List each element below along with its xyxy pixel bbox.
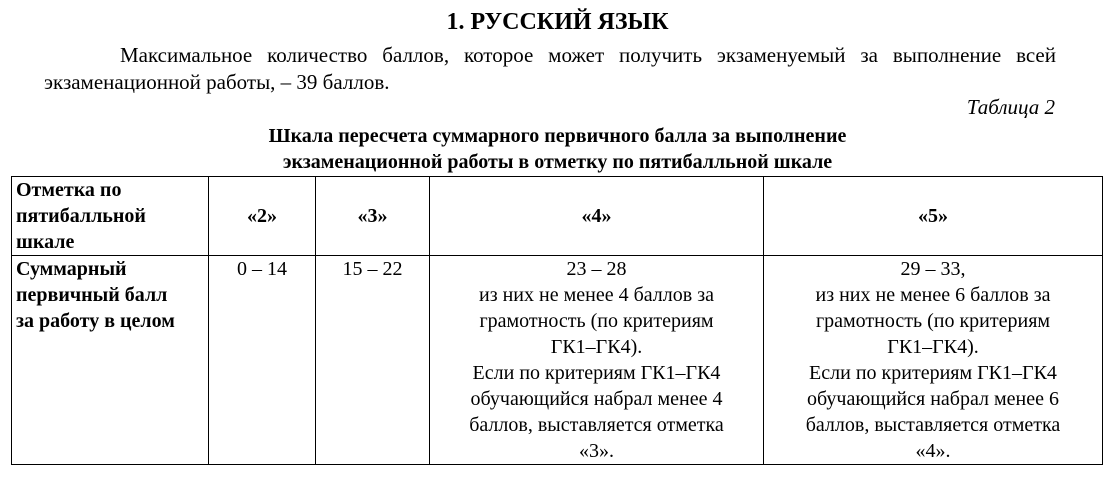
grade-5-line: 29 – 33, — [900, 258, 966, 280]
table-header-row — [12, 177, 1103, 256]
grade-5-score-cell — [764, 256, 1103, 465]
header-label-cell — [12, 177, 209, 256]
grade-4-line: Если по критериям ГК1–ГК4 — [472, 362, 721, 384]
header-label-line: шкале — [16, 231, 75, 253]
grade-5-line: ГК1–ГК4). — [887, 336, 979, 358]
table-caption-line-2: экзаменационной работы в отметку по пятибалльной шкале — [282, 151, 833, 173]
grade-4-line: 23 – 28 — [566, 258, 627, 280]
grade-4-line: обучающийся набрал менее 4 — [470, 388, 723, 410]
grade-5-line: «4». — [915, 440, 951, 462]
header-grade-4: «4» — [430, 177, 764, 256]
grade-5-line: баллов, выставляется отметка — [805, 414, 1061, 436]
row-label-line: первичный балл — [16, 284, 168, 306]
row-label-line: Суммарный — [16, 258, 127, 280]
grade-4-line: грамотность (по критериям — [479, 310, 714, 332]
header-grade-3: «3» — [316, 177, 430, 256]
grade-5-line: грамотность (по критериям — [815, 310, 1051, 332]
grade-4-score-cell — [430, 256, 764, 465]
header-label-line: пятибалльной — [16, 205, 146, 227]
grade-3-score-cell: 15 – 22 — [316, 256, 430, 465]
table-number: Таблица 2 — [966, 95, 1055, 119]
grade-5-line: из них не менее 6 баллов за — [815, 284, 1051, 306]
grade-4-line: баллов, выставляется отметка — [469, 414, 724, 436]
intro-paragraph: Максимальное количество баллов, которое может получить экзаменуемый за выполнение всей экзаменационной работы, – 39 баллов. — [44, 43, 1056, 94]
table-caption-line-1: Шкала пересчета суммарного первичного балла за выполнение — [268, 125, 847, 147]
grade-4-line: ГК1–ГК4). — [550, 336, 643, 358]
header-grade-2: «2» — [209, 177, 316, 256]
row-label-line: за работу в целом — [16, 310, 175, 332]
grade-4-line: из них не менее 4 баллов за — [479, 284, 714, 306]
row-label-cell — [12, 256, 209, 465]
grade-5-line: Если по критериям ГК1–ГК4 — [809, 362, 1057, 384]
grade-2-score-cell: 0 – 14 — [209, 256, 316, 465]
grade-scale-table — [11, 176, 1103, 465]
header-grade-5: «5» — [764, 177, 1103, 256]
grade-4-line: «3». — [579, 440, 614, 462]
table-data-row — [12, 256, 1103, 465]
table-caption — [0, 123, 1115, 175]
grade-5-line: обучающийся набрал менее 6 — [807, 388, 1059, 410]
section-heading: 1. РУССКИЙ ЯЗЫК — [446, 9, 669, 35]
header-label-line: Отметка по — [16, 179, 122, 201]
